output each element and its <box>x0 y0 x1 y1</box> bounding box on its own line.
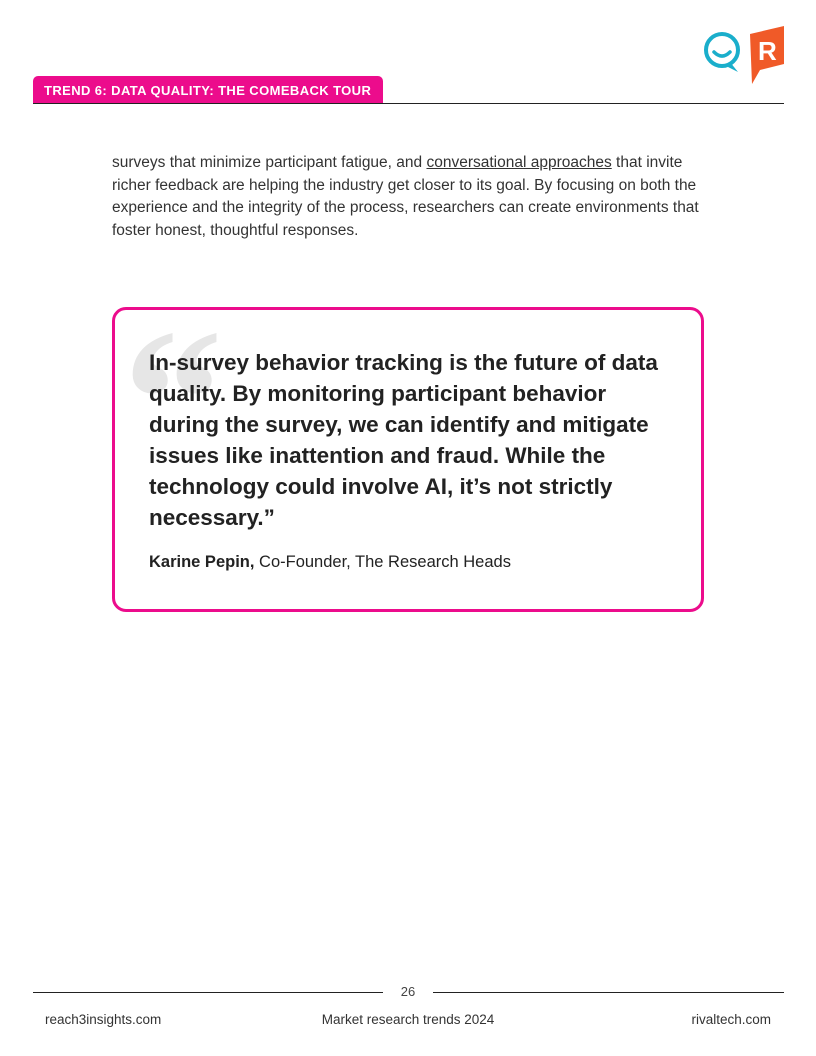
reach3-logo-icon <box>700 24 790 86</box>
quote-mark-icon: “ <box>123 289 223 510</box>
quote-text: In-survey behavior tracking is the future of data quality. By monitoring participant behavior during the survey, we can identify and mitigate issues like inattention and fraud. While the technology could involve AI, it’s not strictly necessary.” <box>149 350 658 530</box>
pull-quote <box>112 289 704 612</box>
svg-text:R: R <box>758 36 777 66</box>
footer-left-link[interactable]: reach3insights.com <box>45 1012 162 1027</box>
section-tag: TREND 6: DATA QUALITY: THE COMEBACK TOUR <box>33 76 383 104</box>
body-paragraph: surveys that minimize participant fatigue, and conversational approaches that invite richer feedback are helping the industry get closer to its goal. By focusing on both the experience and the integrity of the process, researchers can create environments that foster honest, thoughtful responses. <box>112 154 699 239</box>
conversational-approaches-link[interactable]: conversational approaches <box>426 154 612 171</box>
header-rule <box>33 103 784 104</box>
page-number: 26 <box>400 984 416 999</box>
quote-attribution: Karine Pepin, Co-Founder, The Research Heads <box>149 553 511 571</box>
footer-title: Market research trends 2024 <box>321 1012 495 1027</box>
footer-rule-left <box>33 992 383 993</box>
logos <box>700 24 790 86</box>
footer-right-link[interactable]: rivaltech.com <box>691 1012 771 1027</box>
footer-rule-right <box>433 992 784 993</box>
